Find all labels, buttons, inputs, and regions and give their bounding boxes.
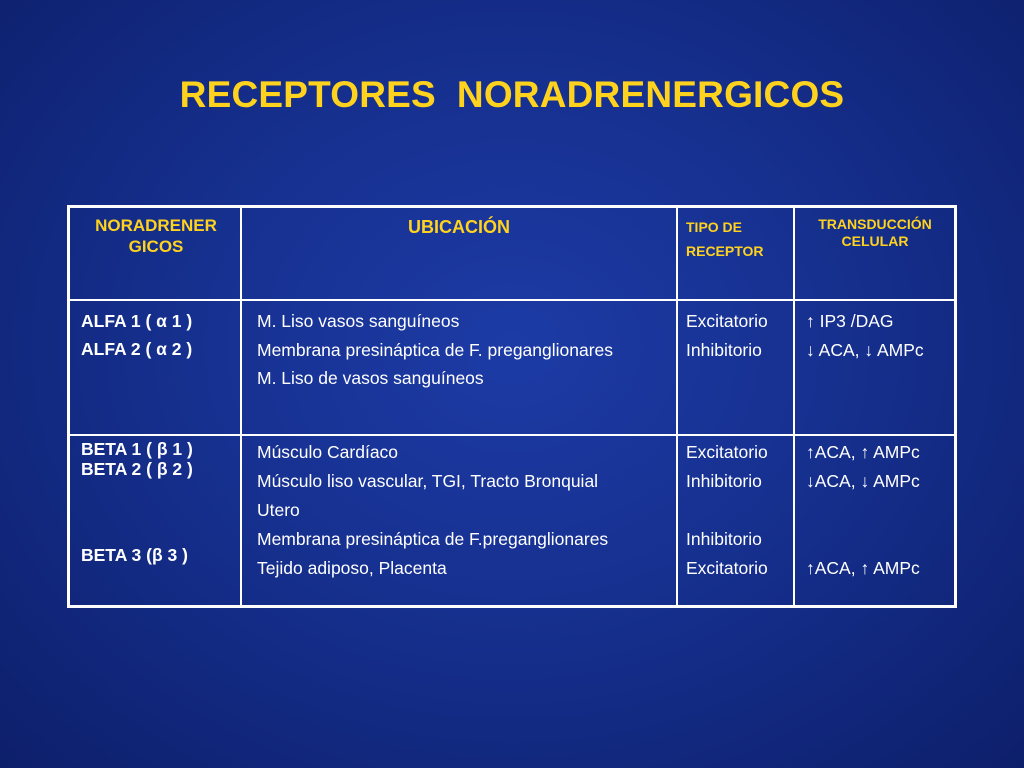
row-beta-receptores: BETA 1 ( β 1 ) BETA 2 ( β 2 ) BETA 3 (β 3 ) xyxy=(81,439,193,565)
row-alfa-transduccion: ↑ IP3 /DAG ↓ ACA, ↓ AMPc xyxy=(806,311,924,360)
slide-title: RECEPTORES NORADRENERGICOS xyxy=(179,74,845,115)
row-alfa-ubicacion: M. Liso vasos sanguíneos Membrana presináptica de F. preganglionares M. Liso de vasos sanguíneos xyxy=(257,311,614,388)
receptors-table xyxy=(67,205,957,608)
row-beta-tipo: Excitatorio Inhibitorio Inhibitorio Excitatorio xyxy=(686,442,768,578)
header-noradrenergicos: NORADRENER GICOS xyxy=(95,216,217,256)
row-alfa-receptores: ALFA 1 ( α 1 ) ALFA 2 ( α 2 ) xyxy=(81,311,193,359)
row-beta-transduccion: ↑ACA, ↑ AMPc ↓ACA, ↓ AMPc ↑ACA, ↑ AMPc xyxy=(806,442,920,578)
row-alfa-tipo: Excitatorio Inhibitorio xyxy=(686,311,768,360)
row-divider xyxy=(70,434,954,436)
header-ubicacion: UBICACIÓN xyxy=(408,217,510,237)
row-beta-ubicacion: Músculo Cardíaco Músculo liso vascular, TGI, Tracto Bronquial Utero Membrana presináptica de F.preganglionares Tejido adiposo, Placenta xyxy=(257,442,609,578)
column-divider xyxy=(240,208,242,605)
column-divider xyxy=(793,208,795,605)
column-divider xyxy=(676,208,678,605)
row-divider xyxy=(70,299,954,301)
header-tipo-receptor: TIPO DE RECEPTOR xyxy=(686,219,764,259)
header-transduccion-celular: TRANSDUCCIÓN CELULAR xyxy=(818,216,932,249)
